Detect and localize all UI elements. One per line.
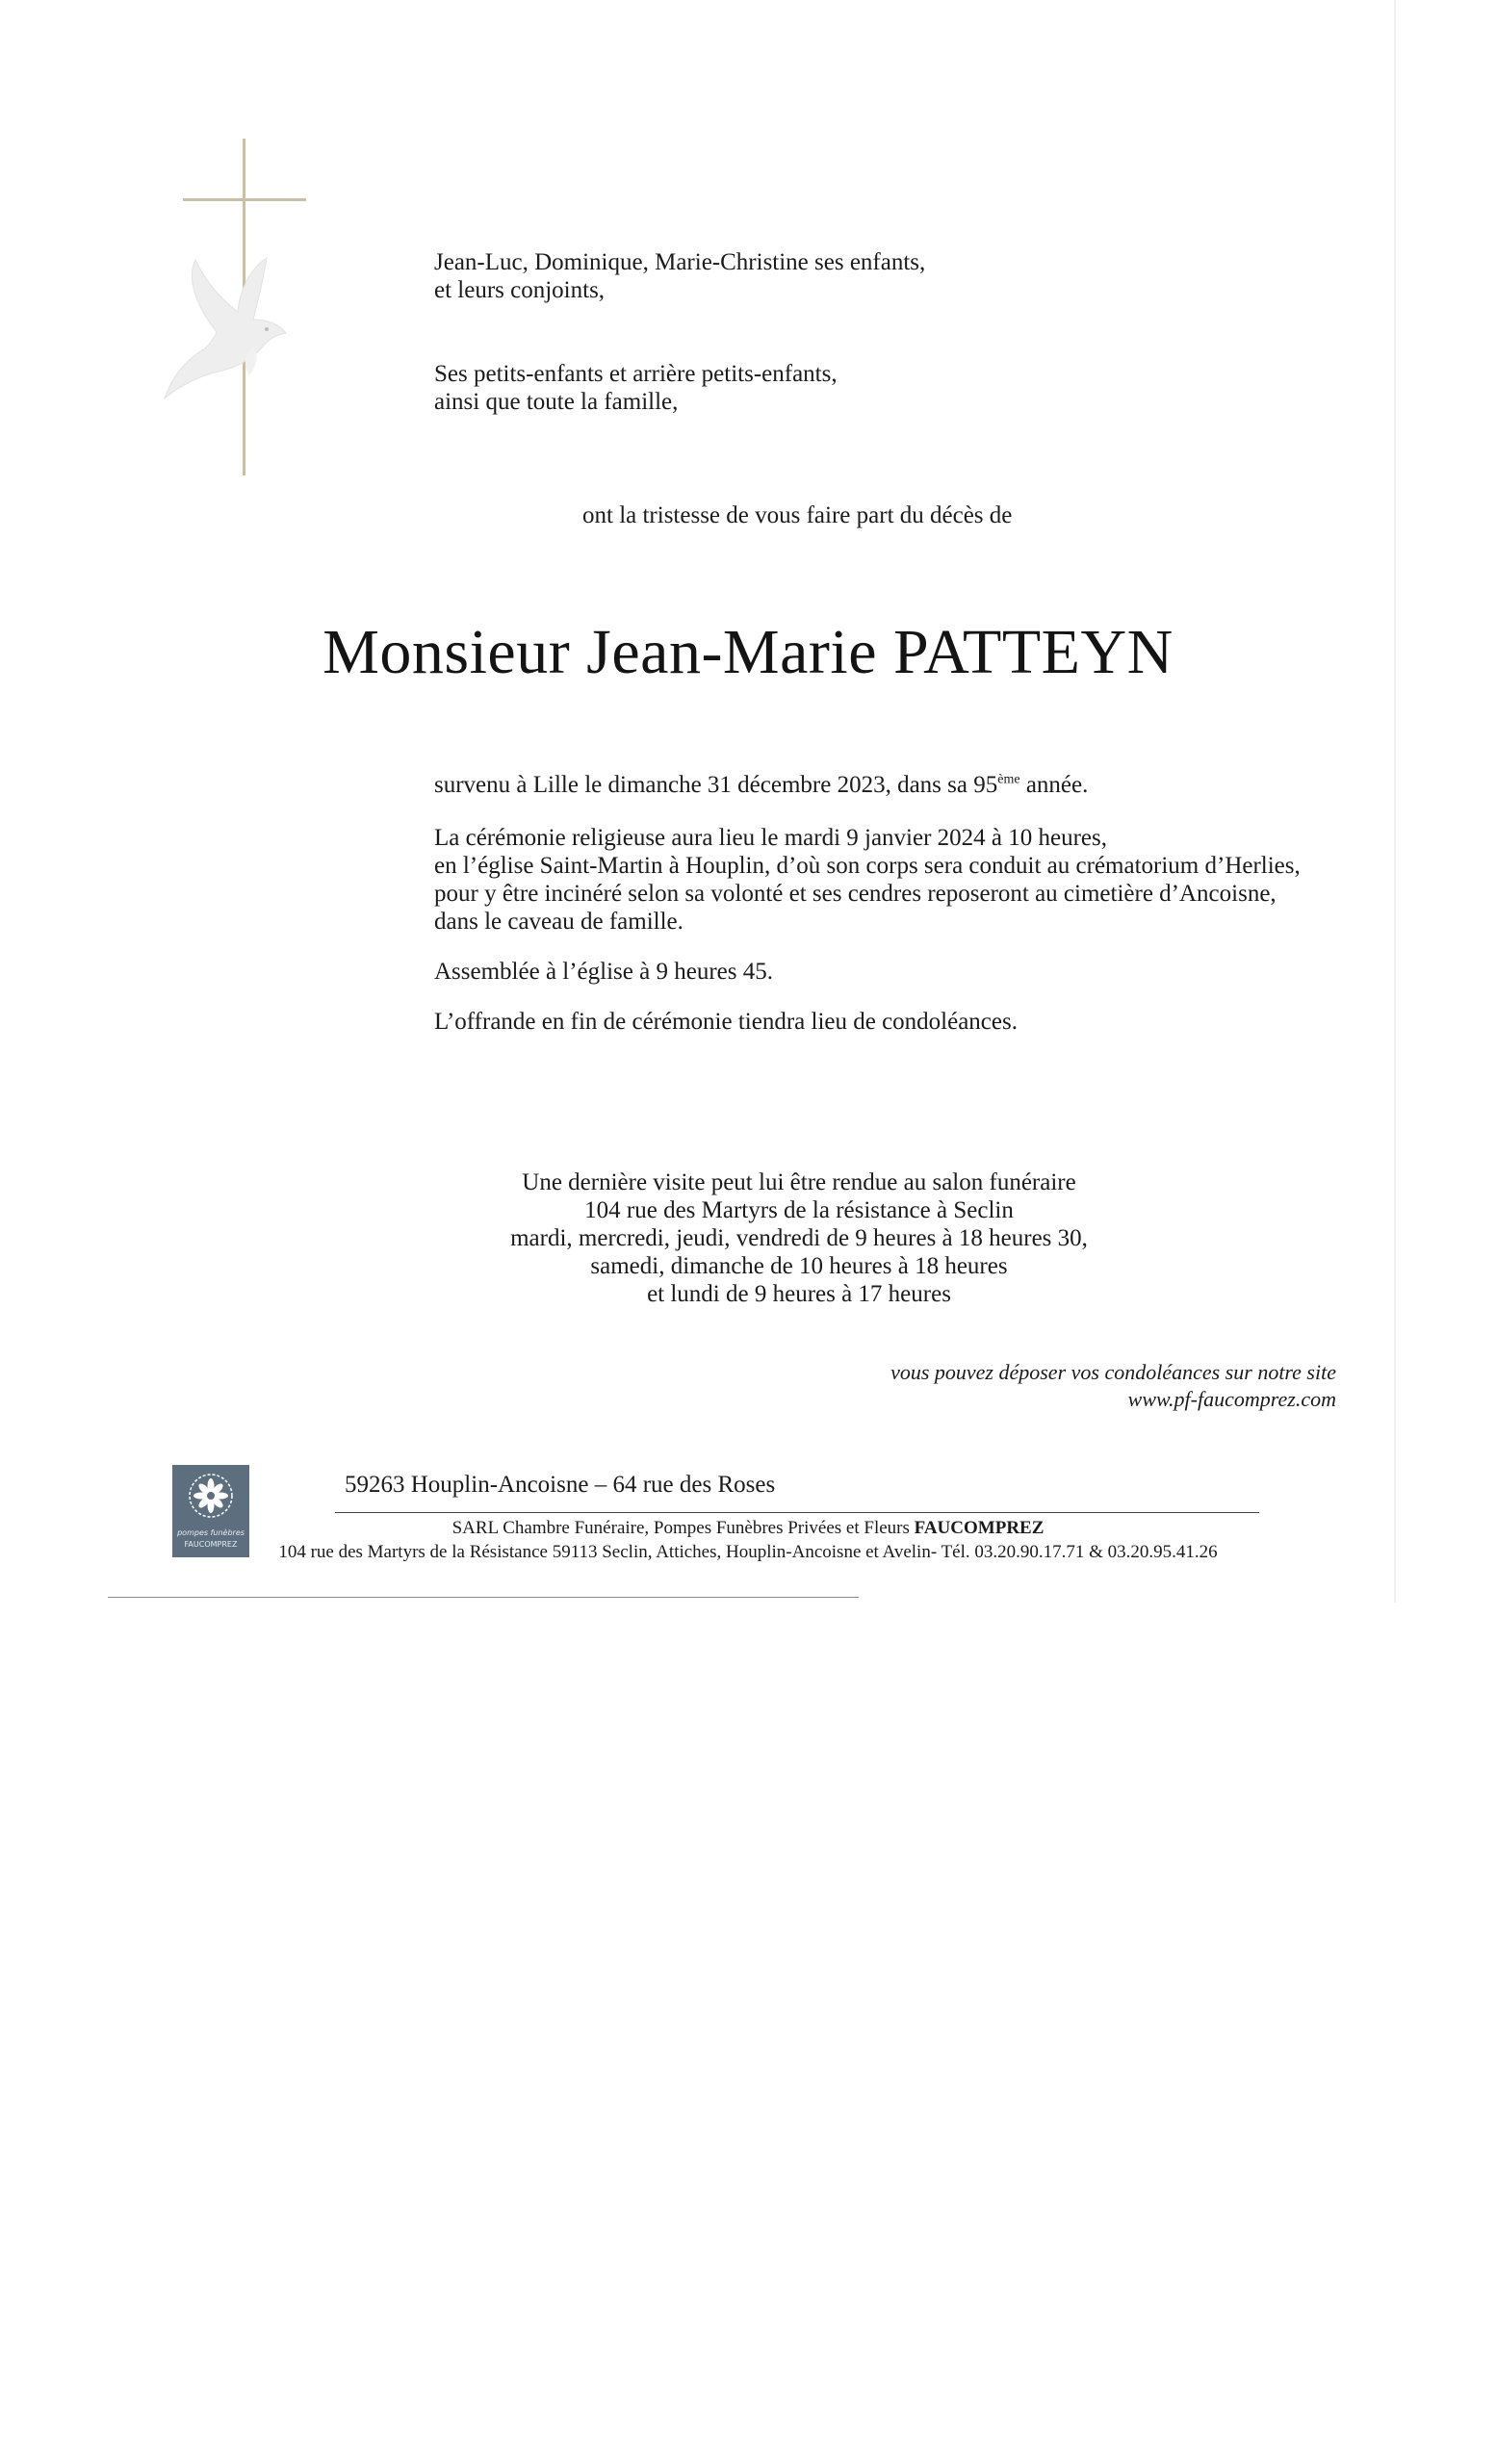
- family-address: 59263 Houplin-Ancoisne – 64 rue des Roses: [345, 1472, 776, 1498]
- family-spouses: et leurs conjoints,: [434, 277, 606, 303]
- assembly-time: Assemblée à l’église à 9 heures 45.: [434, 959, 773, 985]
- ceremony-line-4: dans le caveau de famille.: [434, 909, 684, 935]
- visit-line-5: et lundi de 9 heures à 17 heures: [647, 1281, 951, 1307]
- ceremony-line-1: La cérémonie religieuse aura lieu le mardi 9 janvier 2024 à 10 heures,: [434, 825, 1108, 851]
- announcement: ont la tristesse de vous faire part du décès de: [582, 502, 1013, 528]
- deceased-name: Monsieur Jean-Marie PATTEYN: [322, 617, 1174, 687]
- website-link[interactable]: www.pf-faucomprez.com: [1127, 1387, 1336, 1411]
- company-address: 104 rue des Martyrs de la Résistance 59113 Seclin, Attiches, Houplin-Ancoisne et Avelin- Tél. 03.20.90.17.71 & 03.20.95.41.26: [278, 1542, 1218, 1562]
- ordinal-suffix: ème: [997, 772, 1020, 787]
- family-grandchildren: Ses petits-enfants et arrière petits-enfants,: [434, 361, 838, 387]
- death-notice: survenu à Lille le dimanche 31 décembre 2023, dans sa 95ème année.: [434, 772, 1089, 798]
- scan-edge-line: [1394, 0, 1396, 1603]
- visit-line-3: mardi, mercredi, jeudi, vendredi de 9 heures à 18 heures 30,: [510, 1225, 1088, 1251]
- footer-divider: [335, 1512, 1259, 1513]
- logo-brand: FAUCOMPREZ: [184, 1540, 238, 1549]
- visit-line-1: Une dernière visite peut lui être rendue au salon funéraire: [522, 1169, 1076, 1195]
- online-condolences-text: vous pouvez déposer vos condoléances sur notre site: [890, 1360, 1336, 1384]
- logo-tagline: pompes funèbres: [177, 1528, 245, 1537]
- dove-icon: [159, 241, 322, 414]
- ceremony-line-2: en l’église Saint-Martin à Houplin, d’où son corps sera conduit au crématorium d’Herlies,: [434, 853, 1301, 879]
- offering-note: L’offrande en fin de cérémonie tiendra lieu de condoléances.: [434, 1009, 1018, 1035]
- family-children: Jean-Luc, Dominique, Marie-Christine ses enfants,: [434, 249, 926, 275]
- bottom-rule: [108, 1597, 859, 1598]
- ceremony-line-3: pour y être incinéré selon sa volonté et ses cendres reposeront au cimetière d’Ancoisne,: [434, 881, 1277, 907]
- company-name: FAUCOMPREZ: [914, 1518, 1045, 1538]
- visit-line-2: 104 rue des Martyrs de la résistance à Seclin: [584, 1197, 1014, 1223]
- family-whole: ainsi que toute la famille,: [434, 389, 679, 415]
- visit-line-4: samedi, dimanche de 10 heures à 18 heures: [590, 1253, 1008, 1279]
- cross-icon-horizontal: [183, 198, 306, 201]
- company-line: SARL Chambre Funéraire, Pompes Funèbres Privées et Fleurs FAUCOMPREZ: [451, 1518, 1045, 1538]
